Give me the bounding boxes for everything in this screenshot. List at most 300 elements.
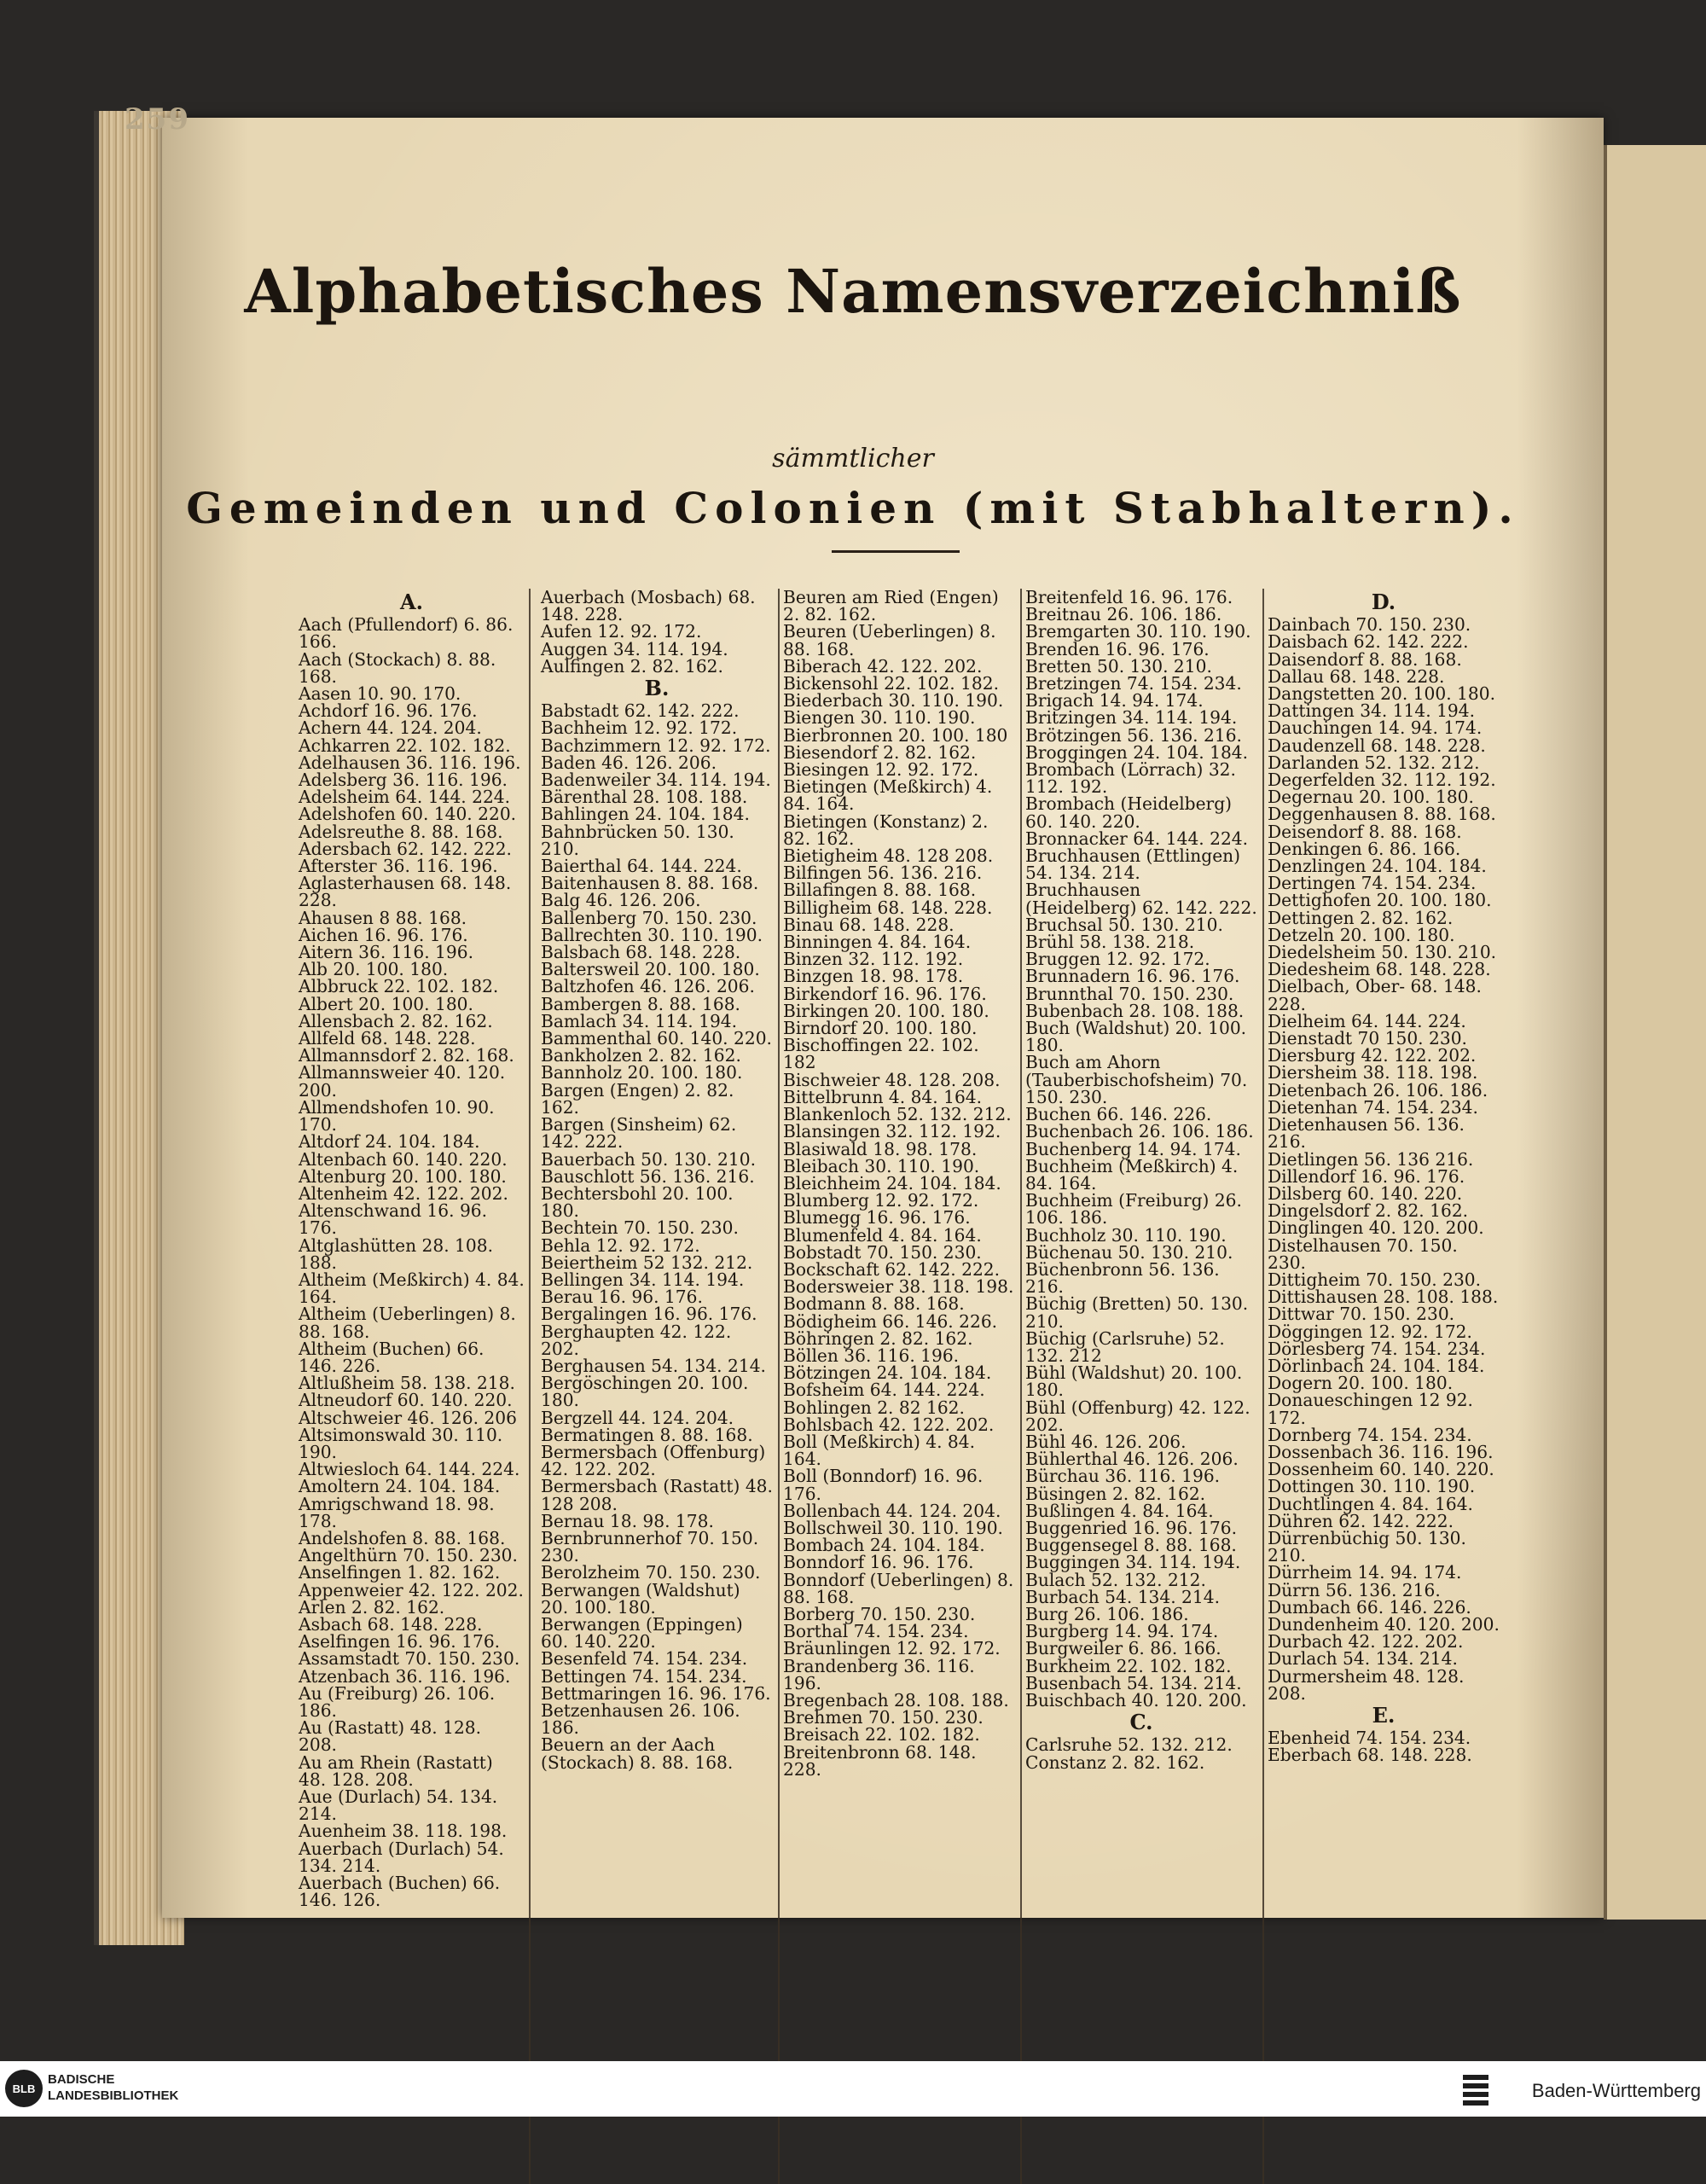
index-entry: Deisendorf 8. 88. 168. bbox=[1268, 821, 1462, 842]
index-entry: Baden 46. 126. 206. bbox=[541, 752, 717, 773]
index-entry: Betzenhausen 26. 106. 186. bbox=[541, 1700, 740, 1739]
index-entry: Dallau 68. 148. 228. bbox=[1268, 665, 1445, 687]
index-entry: Badenweiler 34. 114. 194. bbox=[541, 770, 771, 791]
index-entry: Aselfingen 16. 96. 176. bbox=[299, 1631, 501, 1653]
index-entry: Billafingen 8. 88. 168. bbox=[783, 880, 977, 901]
index-entry: Babstadt 62. 142. 222. bbox=[541, 700, 740, 722]
index-entry: Dattingen 34. 114. 194. bbox=[1268, 700, 1476, 722]
index-entry: Birkendorf 16. 96. 176. bbox=[783, 983, 987, 1004]
index-entry: Buggensegel 8. 88. 168. bbox=[1025, 1535, 1237, 1556]
index-entry: Borthal 74. 154. 234. bbox=[783, 1621, 969, 1642]
index-entry: Adersbach 62. 142. 222. bbox=[299, 838, 512, 859]
index-entry: Berwangen (Waldshut) 20. 100. 180. bbox=[541, 1579, 740, 1618]
index-entry: Alb 20. 100. 180. bbox=[299, 959, 449, 980]
index-entry: Bohlsbach 42. 122. 202. bbox=[783, 1414, 995, 1435]
index-entry: Aach (Stockach) 8. 88. 168. bbox=[299, 648, 496, 687]
index-entry: Burkheim 22. 102. 182. bbox=[1025, 1655, 1232, 1676]
index-entry: Bettingen 74. 154. 234. bbox=[541, 1665, 747, 1687]
index-entry: Bermersbach (Rastatt) 48. 128 208. bbox=[541, 1476, 773, 1514]
index-entry: Andelshofen 8. 88. 168. bbox=[299, 1527, 506, 1548]
index-entry: Adelshofen 60. 140. 220. bbox=[299, 804, 517, 825]
index-entry: Brombach (Heidelberg) 60. 140. 220. bbox=[1025, 793, 1232, 832]
index-entry: Buggenried 16. 96. 176. bbox=[1025, 1517, 1238, 1538]
index-entry: Altwiesloch 64. 144. 224. bbox=[299, 1459, 520, 1480]
index-entry: Dumbach 66. 146. 226. bbox=[1268, 1596, 1471, 1618]
index-entry: Aulfingen 2. 82. 162. bbox=[541, 655, 723, 677]
index-entry: Behla 12. 92. 172. bbox=[541, 1234, 700, 1256]
index-entry: Breitenbronn 68. 148. 228. bbox=[783, 1741, 977, 1780]
index-entry: Bretten 50. 130. 210. bbox=[1025, 655, 1212, 677]
index-entry: Bühl (Waldshut) 20. 100. 180. bbox=[1025, 1362, 1243, 1401]
index-entry: Bödigheim 66. 146. 226. bbox=[783, 1310, 998, 1332]
index-entry: Boll (Meßkirch) 4. 84. 164. bbox=[783, 1431, 976, 1470]
index-entry: Daisendorf 8. 88. 168. bbox=[1268, 648, 1462, 670]
index-entry: Binningen 4. 84. 164. bbox=[783, 932, 972, 953]
index-entry: Baltzhofen 46. 126. 206. bbox=[541, 976, 755, 997]
index-entry: Aue (Durlach) 54. 134. 214. bbox=[299, 1786, 498, 1825]
index-entry: Adelsberg 36. 116. 196. bbox=[299, 770, 508, 791]
index-entry: Buchenbach 26. 106. 186. bbox=[1025, 1121, 1254, 1142]
index-entry: Angelthürn 70. 150. 230. bbox=[299, 1545, 518, 1566]
index-entry: Bannholz 20. 100. 180. bbox=[541, 1062, 743, 1083]
index-entry: Bühl (Offenburg) 42. 122. 202. bbox=[1025, 1397, 1250, 1435]
index-entry: Bühlerthal 46. 126. 206. bbox=[1025, 1449, 1239, 1470]
index-entry: Bollschweil 30. 110. 190. bbox=[783, 1517, 1003, 1538]
index-entry: Bietigheim 48. 128 208. bbox=[783, 845, 994, 867]
index-entry: Bockschaft 62. 142. 222. bbox=[783, 1258, 1001, 1280]
index-entry: Brenden 16. 96. 176. bbox=[1025, 638, 1210, 659]
index-entry: Au am Rhein (Rastatt) 48. 128. 208. bbox=[299, 1751, 493, 1790]
index-entry: Aglasterhausen 68. 148. 228. bbox=[299, 873, 512, 911]
page-number: 259 bbox=[125, 102, 190, 136]
index-entry: Auerbach (Mosbach) 68. 148. 228. bbox=[541, 587, 756, 625]
blb-line-1: BADISCHE bbox=[48, 2072, 115, 2087]
index-entry: Beiertheim 52 132. 212. bbox=[541, 1252, 753, 1273]
index-entry: Bräunlingen 12. 92. 172. bbox=[783, 1638, 1001, 1659]
index-entry: Donaueschingen 12 92. 172. bbox=[1268, 1390, 1473, 1428]
index-entry: Dettingen 2. 82. 162. bbox=[1268, 907, 1454, 928]
index-entry: Achdorf 16. 96. 176. bbox=[299, 700, 478, 722]
index-entry: Dielheim 64. 144. 224. bbox=[1268, 1010, 1466, 1031]
index-entry: Biesingen 12. 92. 172. bbox=[783, 759, 979, 781]
index-entry: Bruchhausen (Ettlingen) 54. 134. 214. bbox=[1025, 845, 1241, 884]
index-entry: Altenburg 20. 100. 180. bbox=[299, 1165, 507, 1187]
index-entry: Bodersweier 38. 118. 198. bbox=[783, 1276, 1014, 1298]
index-entry: Bauerbach 50. 130. 210. bbox=[541, 1148, 756, 1170]
index-entry: Bregenbach 28. 108. 188. bbox=[783, 1690, 1009, 1711]
index-entry: Böhringen 2. 82. 162. bbox=[783, 1327, 973, 1349]
index-entry: Dörlinbach 24. 104. 184. bbox=[1268, 1355, 1485, 1376]
index-entry: Altschweier 46. 126. 206 bbox=[299, 1407, 517, 1428]
index-entry: Bürchau 36. 116. 196. bbox=[1025, 1466, 1221, 1487]
index-entry: Altheim (Buchen) 66. 146. 226. bbox=[299, 1338, 485, 1376]
index-entry: Biberach 42. 122. 202. bbox=[783, 655, 983, 677]
index-entry: Adelsheim 64. 144. 224. bbox=[299, 787, 511, 808]
index-entry: Bergzell 44. 124. 204. bbox=[541, 1407, 734, 1428]
column-divider bbox=[1262, 589, 1264, 2184]
index-entry: Ahausen 8 88. 168. bbox=[299, 907, 467, 928]
index-entry: Atzenbach 36. 116. 196. bbox=[299, 1665, 511, 1687]
index-entry: Birkingen 20. 100. 180. bbox=[783, 1000, 989, 1021]
index-entry: Dürrheim 14. 94. 174. bbox=[1268, 1562, 1462, 1583]
index-entry: Adelsreuthe 8. 88. 168. bbox=[299, 821, 503, 842]
index-entry: Dühren 62. 142. 222. bbox=[1268, 1510, 1454, 1531]
index-entry: Bankholzen 2. 82. 162. bbox=[541, 1045, 741, 1066]
index-entry: Altheim (Meßkirch) 4. 84. 164. bbox=[299, 1269, 525, 1308]
index-entry: Burbach 54. 134. 214. bbox=[1025, 1586, 1221, 1607]
index-entry: Baitenhausen 8. 88. 168. bbox=[541, 873, 759, 894]
index-entry: Busenbach 54. 134. 214. bbox=[1025, 1672, 1242, 1693]
index-entry: Au (Rastatt) 48. 128. 208. bbox=[299, 1717, 482, 1756]
index-entry: Assamstadt 70. 150. 230. bbox=[299, 1648, 520, 1670]
index-column-5 bbox=[1268, 589, 1500, 1764]
index-entry: Brühl 58. 138. 218. bbox=[1025, 932, 1195, 953]
index-entry: Detzeln 20. 100. 180. bbox=[1268, 924, 1455, 945]
letter-heading: E. bbox=[1372, 1703, 1396, 1728]
index-entry: Diedesheim 68. 148. 228. bbox=[1268, 959, 1491, 980]
index-entry: Allensbach 2. 82. 162. bbox=[299, 1010, 493, 1031]
index-entry: Böllen 36. 116. 196. bbox=[783, 1345, 960, 1366]
index-entry: Balg 46. 126. 206. bbox=[541, 890, 701, 911]
index-entry: Dottingen 30. 110. 190. bbox=[1268, 1476, 1476, 1497]
index-entry: Breitenfeld 16. 96. 176. bbox=[1025, 587, 1233, 607]
index-entry: Bechtein 70. 150. 230. bbox=[541, 1217, 739, 1239]
index-entry: Beuren (Ueberlingen) 8. 88. 168. bbox=[783, 621, 996, 659]
index-entry: Brötzingen 56. 136. 216. bbox=[1025, 724, 1242, 746]
index-entry: Distelhausen 70. 150. 230. bbox=[1268, 1234, 1458, 1273]
index-entry: Bettmaringen 16. 96. 176. bbox=[541, 1682, 771, 1704]
index-entry: Bierbronnen 20. 100. 180 bbox=[783, 724, 1008, 746]
page-subtitle: sämmtlicher bbox=[772, 444, 934, 473]
index-entry: Bruchsal 50. 130. 210. bbox=[1025, 914, 1223, 935]
index-entry: Blumberg 12. 92. 172. bbox=[783, 1190, 979, 1211]
index-entry: Amrigschwand 18. 98. 178. bbox=[299, 1493, 495, 1531]
index-entry: Bruggen 12. 92. 172. bbox=[1025, 949, 1210, 970]
index-entry: Altsimonswald 30. 110. 190. bbox=[299, 1424, 503, 1462]
index-entry: Buchenberg 14. 94. 174. bbox=[1025, 1138, 1241, 1159]
blb-logo: BLB bbox=[5, 2070, 43, 2107]
index-entry: Bargen (Sinsheim) 62. 142. 222. bbox=[541, 1114, 737, 1153]
index-entry: Aitern 36. 116. 196. bbox=[299, 942, 473, 963]
index-entry: Constanz 2. 82. 162. bbox=[1025, 1751, 1205, 1773]
index-entry: Bötzingen 24. 104. 184. bbox=[783, 1362, 992, 1384]
index-entry: Bonndorf 16. 96. 176. bbox=[783, 1552, 974, 1573]
index-entry: Bubenbach 28. 108. 188. bbox=[1025, 1000, 1245, 1021]
index-entry: Dittigheim 70. 150. 230. bbox=[1268, 1269, 1482, 1290]
index-entry: Bachzimmern 12. 92. 172. bbox=[541, 735, 771, 756]
index-entry: Dietenhan 74. 154. 234. bbox=[1268, 1096, 1478, 1118]
index-entry: Baierthal 64. 144. 224. bbox=[541, 856, 742, 877]
index-entry: Brunnadern 16. 96. 176. bbox=[1025, 966, 1240, 987]
index-entry: Daudenzell 68. 148. 228. bbox=[1268, 735, 1486, 756]
index-entry: Dittwar 70. 150. 230. bbox=[1268, 1304, 1455, 1325]
index-column-3 bbox=[783, 589, 1015, 1778]
index-entry: Altenbach 60. 140. 220. bbox=[299, 1148, 508, 1170]
index-entry: Durbach 42. 122. 202. bbox=[1268, 1631, 1464, 1653]
index-entry: Blankenloch 52. 132. 212. bbox=[783, 1104, 1012, 1125]
column-divider bbox=[529, 589, 531, 2184]
index-entry: Allmannsdorf 2. 82. 168. bbox=[299, 1045, 514, 1066]
facing-page-edge bbox=[1604, 145, 1706, 1920]
index-entry: Bärenthal 28. 108. 188. bbox=[541, 787, 748, 808]
index-entry: Burgweiler 6. 86. 166. bbox=[1025, 1638, 1221, 1659]
index-entry: Au (Freiburg) 26. 106. 186. bbox=[299, 1682, 496, 1721]
index-entry: Diersheim 38. 118. 198. bbox=[1268, 1062, 1478, 1083]
index-entry: Büsingen 2. 82. 162. bbox=[1025, 1483, 1206, 1504]
index-entry: Bretzingen 74. 154. 234. bbox=[1025, 673, 1242, 694]
index-entry: Bollenbach 44. 124. 204. bbox=[783, 1500, 1001, 1521]
index-entry: Bargen (Engen) 2. 82. 162. bbox=[541, 1079, 734, 1118]
index-entry: Dillendorf 16. 96. 176. bbox=[1268, 1165, 1465, 1187]
index-entry: Denkingen 6. 86. 166. bbox=[1268, 838, 1461, 859]
index-entry: Altenschwand 16. 96. 176. bbox=[299, 1200, 488, 1239]
index-entry: Carlsruhe 52. 132. 212. bbox=[1025, 1734, 1233, 1756]
index-entry: Büchenau 50. 130. 210. bbox=[1025, 1241, 1233, 1263]
index-entry: Aichen 16. 96. 176. bbox=[299, 924, 468, 945]
index-entry: Deggenhausen 8. 88. 168. bbox=[1268, 804, 1496, 825]
index-entry: Bernbrunnerhof 70. 150. 230. bbox=[541, 1527, 759, 1566]
index-entry: Buchen 66. 146. 226. bbox=[1025, 1104, 1212, 1125]
index-entry: Allmannsweier 40. 120. 200. bbox=[299, 1062, 506, 1101]
index-entry: Bahlingen 24. 104. 184. bbox=[541, 804, 750, 825]
index-entry: Dangstetten 20. 100. 180. bbox=[1268, 683, 1495, 705]
letter-heading: C. bbox=[1129, 1710, 1153, 1735]
index-entry: Buggingen 34. 114. 194. bbox=[1025, 1552, 1241, 1573]
index-entry: Degerfelden 32. 112. 192. bbox=[1268, 770, 1496, 791]
index-entry: Bleichheim 24. 104. 184. bbox=[783, 1172, 1001, 1194]
index-entry: Bruchhausen (Heidelberg) 62. 142. 222. bbox=[1025, 880, 1257, 918]
index-entry: Bickensohl 22. 102. 182. bbox=[783, 673, 1000, 694]
index-entry: Besenfeld 74. 154. 234. bbox=[541, 1648, 748, 1670]
index-entry: Borberg 70. 150. 230. bbox=[783, 1603, 976, 1624]
index-entry: Buischbach 40. 120. 200. bbox=[1025, 1690, 1247, 1711]
index-entry: Bamlach 34. 114. 194. bbox=[541, 1010, 738, 1031]
index-entry: Bronnacker 64. 144. 224. bbox=[1025, 828, 1249, 849]
index-entry: Dossenheim 60. 140. 220. bbox=[1268, 1459, 1494, 1480]
letter-heading: B. bbox=[644, 676, 670, 701]
index-entry: Bernau 18. 98. 178. bbox=[541, 1510, 714, 1531]
index-column-2 bbox=[541, 589, 773, 1771]
index-entry: Buch (Waldshut) 20. 100. 180. bbox=[1025, 1018, 1247, 1056]
title-divider bbox=[832, 550, 960, 553]
index-entry: Broggingen 24. 104. 184. bbox=[1025, 741, 1249, 763]
index-entry: Biesendorf 2. 82. 162. bbox=[783, 741, 977, 763]
index-entry: Bleibach 30. 110. 190. bbox=[783, 1155, 980, 1176]
index-entry: Brigach 14. 94. 174. bbox=[1025, 690, 1204, 712]
index-entry: Albbruck 22. 102. 182. bbox=[299, 976, 499, 997]
index-entry: Auerbach (Buchen) 66. 146. 126. bbox=[299, 1873, 501, 1911]
index-entry: Daisbach 62. 142. 222. bbox=[1268, 631, 1469, 653]
index-entry: Blumegg 16. 96. 176. bbox=[783, 1207, 971, 1228]
index-entry: Bellingen 34. 114. 194. bbox=[541, 1269, 745, 1290]
index-entry: Bischweier 48. 128. 208. bbox=[783, 1069, 1001, 1090]
index-entry: Birndorf 20. 100. 180. bbox=[783, 1018, 978, 1039]
index-entry: Bermatingen 8. 88. 168. bbox=[541, 1424, 753, 1445]
index-entry: Ballenberg 70. 150. 230. bbox=[541, 907, 757, 928]
bw-coat-of-arms-icon bbox=[1463, 2071, 1488, 2106]
index-entry: Diersburg 42. 122. 202. bbox=[1268, 1045, 1477, 1066]
index-entry: Binau 68. 148. 228. bbox=[783, 914, 955, 935]
index-entry: Brunnthal 70. 150. 230. bbox=[1025, 983, 1234, 1004]
index-entry: Dietlingen 56. 136 216. bbox=[1268, 1148, 1474, 1170]
index-entry: Dornberg 74. 154. 234. bbox=[1268, 1424, 1472, 1445]
index-entry: Auggen 34. 114. 194. bbox=[541, 638, 728, 659]
index-entry: Dietenhausen 56. 136. 216. bbox=[1268, 1114, 1465, 1153]
index-entry: Brandenberg 36. 116. 196. bbox=[783, 1655, 975, 1693]
index-entry: Bohlingen 2. 82 162. bbox=[783, 1397, 965, 1418]
index-entry: Bombach 24. 104. 184. bbox=[783, 1535, 985, 1556]
index-entry: Aach (Pfullendorf) 6. 86. 166. bbox=[299, 614, 514, 653]
index-entry: Büchig (Bretten) 50. 130. 210. bbox=[1025, 1293, 1249, 1332]
index-entry: Berghausen 54. 134. 214. bbox=[541, 1355, 766, 1376]
index-entry: Beuren am Ried (Engen) 2. 82. 162. bbox=[783, 587, 999, 625]
index-entry: Altenheim 42. 122. 202. bbox=[299, 1182, 508, 1204]
column-divider bbox=[778, 589, 780, 2184]
index-entry: Dörlesberg 74. 154. 234. bbox=[1268, 1338, 1486, 1359]
letter-heading: D. bbox=[1371, 590, 1396, 614]
index-entry: Bulach 52. 132. 212. bbox=[1025, 1569, 1206, 1590]
index-entry: Bischoffingen 22. 102. 182 bbox=[783, 1035, 979, 1073]
index-entry: Dogern 20. 100. 180. bbox=[1268, 1373, 1454, 1394]
index-entry: Dettighofen 20. 100. 180. bbox=[1268, 890, 1492, 911]
index-entry: Dertingen 74. 154. 234. bbox=[1268, 873, 1477, 894]
index-entry: Blumenfeld 4. 84. 164. bbox=[783, 1224, 982, 1246]
index-entry: Buchholz 30. 110. 190. bbox=[1025, 1224, 1227, 1246]
blb-line-2: LANDESBIBLIOTHEK bbox=[48, 2088, 179, 2103]
index-entry: Binzen 32. 112. 192. bbox=[783, 949, 964, 970]
index-entry: Breitnau 26. 106. 186. bbox=[1025, 604, 1222, 625]
index-entry: Bonndorf (Ueberlingen) 8. 88. 168. bbox=[783, 1569, 1014, 1607]
index-entry: Britzingen 34. 114. 194. bbox=[1025, 707, 1238, 729]
index-entry: Bobstadt 70. 150. 230. bbox=[783, 1241, 982, 1263]
index-entry: Dingelsdorf 2. 82. 162. bbox=[1268, 1200, 1469, 1222]
index-entry: Balsbach 68. 148. 228. bbox=[541, 942, 741, 963]
index-entry: Büchig (Carlsruhe) 52. 132. 212 bbox=[1025, 1327, 1225, 1366]
index-entry: Altlußheim 58. 138. 218. bbox=[299, 1373, 515, 1394]
index-entry: Dielbach, Ober- 68. 148. 228. bbox=[1268, 976, 1482, 1014]
index-entry: Ebenheid 74. 154. 234. bbox=[1268, 1728, 1471, 1749]
index-entry: Berolzheim 70. 150. 230. bbox=[541, 1562, 761, 1583]
index-entry: Bodmann 8. 88. 168. bbox=[783, 1293, 965, 1315]
index-entry: Altdorf 24. 104. 184. bbox=[299, 1131, 480, 1153]
bw-name: Baden-Württemberg bbox=[1531, 2080, 1701, 2101]
index-entry: Binzgen 18. 98. 178. bbox=[783, 966, 964, 987]
index-entry: Bambergen 8. 88. 168. bbox=[541, 993, 740, 1014]
index-entry: Bühl 46. 126. 206. bbox=[1025, 1431, 1187, 1452]
index-entry: Bahnbrücken 50. 130. 210. bbox=[541, 821, 734, 859]
index-entry: Burgberg 14. 94. 174. bbox=[1025, 1621, 1219, 1642]
index-entry: Dinglingen 40. 120. 200. bbox=[1268, 1217, 1484, 1239]
index-entry: Auenheim 38. 118. 198. bbox=[299, 1821, 508, 1842]
index-entry: Buchheim (Freiburg) 26. 106. 186. bbox=[1025, 1190, 1242, 1228]
index-entry: Berau 16. 96. 176. bbox=[541, 1287, 703, 1308]
index-entry: Buch am Ahorn (Tauberbischofsheim) 70. 150. 230. bbox=[1025, 1052, 1248, 1107]
index-entry: Bußlingen 4. 84. 164. bbox=[1025, 1500, 1214, 1521]
index-entry: Dossenbach 36. 116. 196. bbox=[1268, 1441, 1494, 1462]
section-heading: Gemeinden und Colonien (mit Stabhaltern). bbox=[186, 483, 1520, 533]
index-entry: Dienstadt 70 150. 230. bbox=[1268, 1028, 1467, 1049]
index-entry: Amoltern 24. 104. 184. bbox=[299, 1476, 501, 1497]
index-entry: Afterstег 36. 116. 196. bbox=[299, 856, 498, 877]
index-entry: Biengen 30. 110. 190. bbox=[783, 707, 976, 729]
index-entry: Biederbach 30. 110. 190. bbox=[783, 690, 1004, 712]
index-entry: Aasen 10. 90. 170. bbox=[299, 683, 461, 705]
index-entry: Aufen 12. 92. 172. bbox=[541, 621, 702, 642]
index-entry: Bietingen (Meßkirch) 4. 84. 164. bbox=[783, 776, 993, 815]
index-entry: Dundenheim 40. 120. 200. bbox=[1268, 1613, 1500, 1635]
index-entry: Blasiwald 18. 98. 178. bbox=[783, 1138, 978, 1159]
column-divider bbox=[1020, 589, 1022, 2184]
index-entry: Altheim (Ueberlingen) 8. 88. 168. bbox=[299, 1304, 516, 1342]
footer-bar bbox=[0, 2061, 1706, 2117]
index-entry: Asbach 68. 148. 228. bbox=[299, 1613, 483, 1635]
index-entry: Degernau 20. 100. 180. bbox=[1268, 787, 1474, 808]
index-entry: Anselfingen 1. 82. 162. bbox=[299, 1562, 501, 1583]
index-entry: Blansingen 32. 112. 192. bbox=[783, 1121, 1001, 1142]
index-entry: Darlanden 52. 132. 212. bbox=[1268, 752, 1480, 773]
index-entry: Durlach 54. 134. 214. bbox=[1268, 1648, 1458, 1670]
index-entry: Dittishausen 28. 108. 188. bbox=[1268, 1287, 1499, 1308]
index-entry: Brehmen 70. 150. 230. bbox=[783, 1707, 984, 1728]
index-entry: Achkarren 22. 102. 182. bbox=[299, 735, 511, 756]
index-column-1 bbox=[299, 589, 525, 1911]
index-entry: Appenweier 42. 122. 202. bbox=[299, 1579, 524, 1600]
index-entry: Bietingen (Konstanz) 2. 82. 162. bbox=[783, 810, 989, 849]
index-entry: Bergalingen 16. 96. 176. bbox=[541, 1304, 757, 1325]
blb-name bbox=[48, 2071, 178, 2104]
index-entry: Beuern an der Aach (Stockach) 8. 88. 168. bbox=[541, 1734, 734, 1773]
index-entry: Albert 20. 100. 180. bbox=[299, 993, 473, 1014]
page-title: Alphabetisches Namensverzeichniß bbox=[244, 256, 1462, 327]
index-entry: Berghaupten 42. 122. 202. bbox=[541, 1321, 732, 1359]
index-entry: Burg 26. 106. 186. bbox=[1025, 1603, 1189, 1624]
index-entry: Dainbach 70. 150. 230. bbox=[1268, 614, 1471, 636]
index-entry: Diedelsheim 50. 130. 210. bbox=[1268, 942, 1497, 963]
index-entry: Duchtlingen 4. 84. 164. bbox=[1268, 1493, 1473, 1514]
index-entry: Achern 44. 124. 204. bbox=[299, 717, 482, 739]
index-entry: Buchheim (Meßkirch) 4. 84. 164. bbox=[1025, 1155, 1239, 1194]
index-entry: Dürrn 56. 136. 216. bbox=[1268, 1579, 1441, 1600]
index-entry: Döggingen 12. 92. 172. bbox=[1268, 1321, 1472, 1342]
index-entry: Billigheim 68. 148. 228. bbox=[783, 897, 993, 918]
letter-heading: A. bbox=[400, 590, 423, 614]
index-entry: Bauschlott 56. 136. 216. bbox=[541, 1165, 755, 1187]
index-entry: Bofsheim 64. 144. 224. bbox=[783, 1380, 985, 1401]
index-entry: Bermersbach (Offenburg) 42. 122. 202. bbox=[541, 1441, 766, 1480]
index-entry: Bittelbrunn 4. 84. 164. bbox=[783, 1086, 983, 1107]
index-entry: Bergöschingen 20. 100. 180. bbox=[541, 1373, 749, 1411]
index-entry: Arlen 2. 82. 162. bbox=[299, 1596, 445, 1618]
index-entry: Eberbach 68. 148. 228. bbox=[1268, 1745, 1472, 1766]
index-entry: Dilsberg 60. 140. 220. bbox=[1268, 1182, 1463, 1204]
index-entry: Allfeld 68. 148. 228. bbox=[299, 1028, 476, 1049]
index-entry: Bremgarten 30. 110. 190. bbox=[1025, 621, 1251, 642]
index-entry: Büchenbronn 56. 136. 216. bbox=[1025, 1258, 1220, 1298]
index-entry: Bachheim 12. 92. 172. bbox=[541, 717, 738, 739]
index-entry: Dauchingen 14. 94. 174. bbox=[1268, 717, 1483, 739]
index-entry: Breisach 22. 102. 182. bbox=[783, 1724, 980, 1745]
index-entry: Baltersweil 20. 100. 180. bbox=[541, 959, 760, 980]
index-entry: Brombach (Lörrach) 32. 112. 192. bbox=[1025, 759, 1236, 798]
index-entry: Berwangen (Eppingen) 60. 140. 220. bbox=[541, 1613, 743, 1653]
index-entry: Durmersheim 48. 128. 208. bbox=[1268, 1665, 1465, 1704]
index-entry: Ballrechten 30. 110. 190. bbox=[541, 924, 763, 945]
index-column-4 bbox=[1025, 589, 1257, 1771]
index-entry: Allmendshofen 10. 90. 170. bbox=[299, 1096, 495, 1136]
index-entry: Boll (Bonndorf) 16. 96. 176. bbox=[783, 1466, 984, 1504]
index-entry: Denzlingen 24. 104. 184. bbox=[1268, 856, 1487, 877]
index-entry: Dürrenbüchig 50. 130. 210. bbox=[1268, 1527, 1466, 1566]
